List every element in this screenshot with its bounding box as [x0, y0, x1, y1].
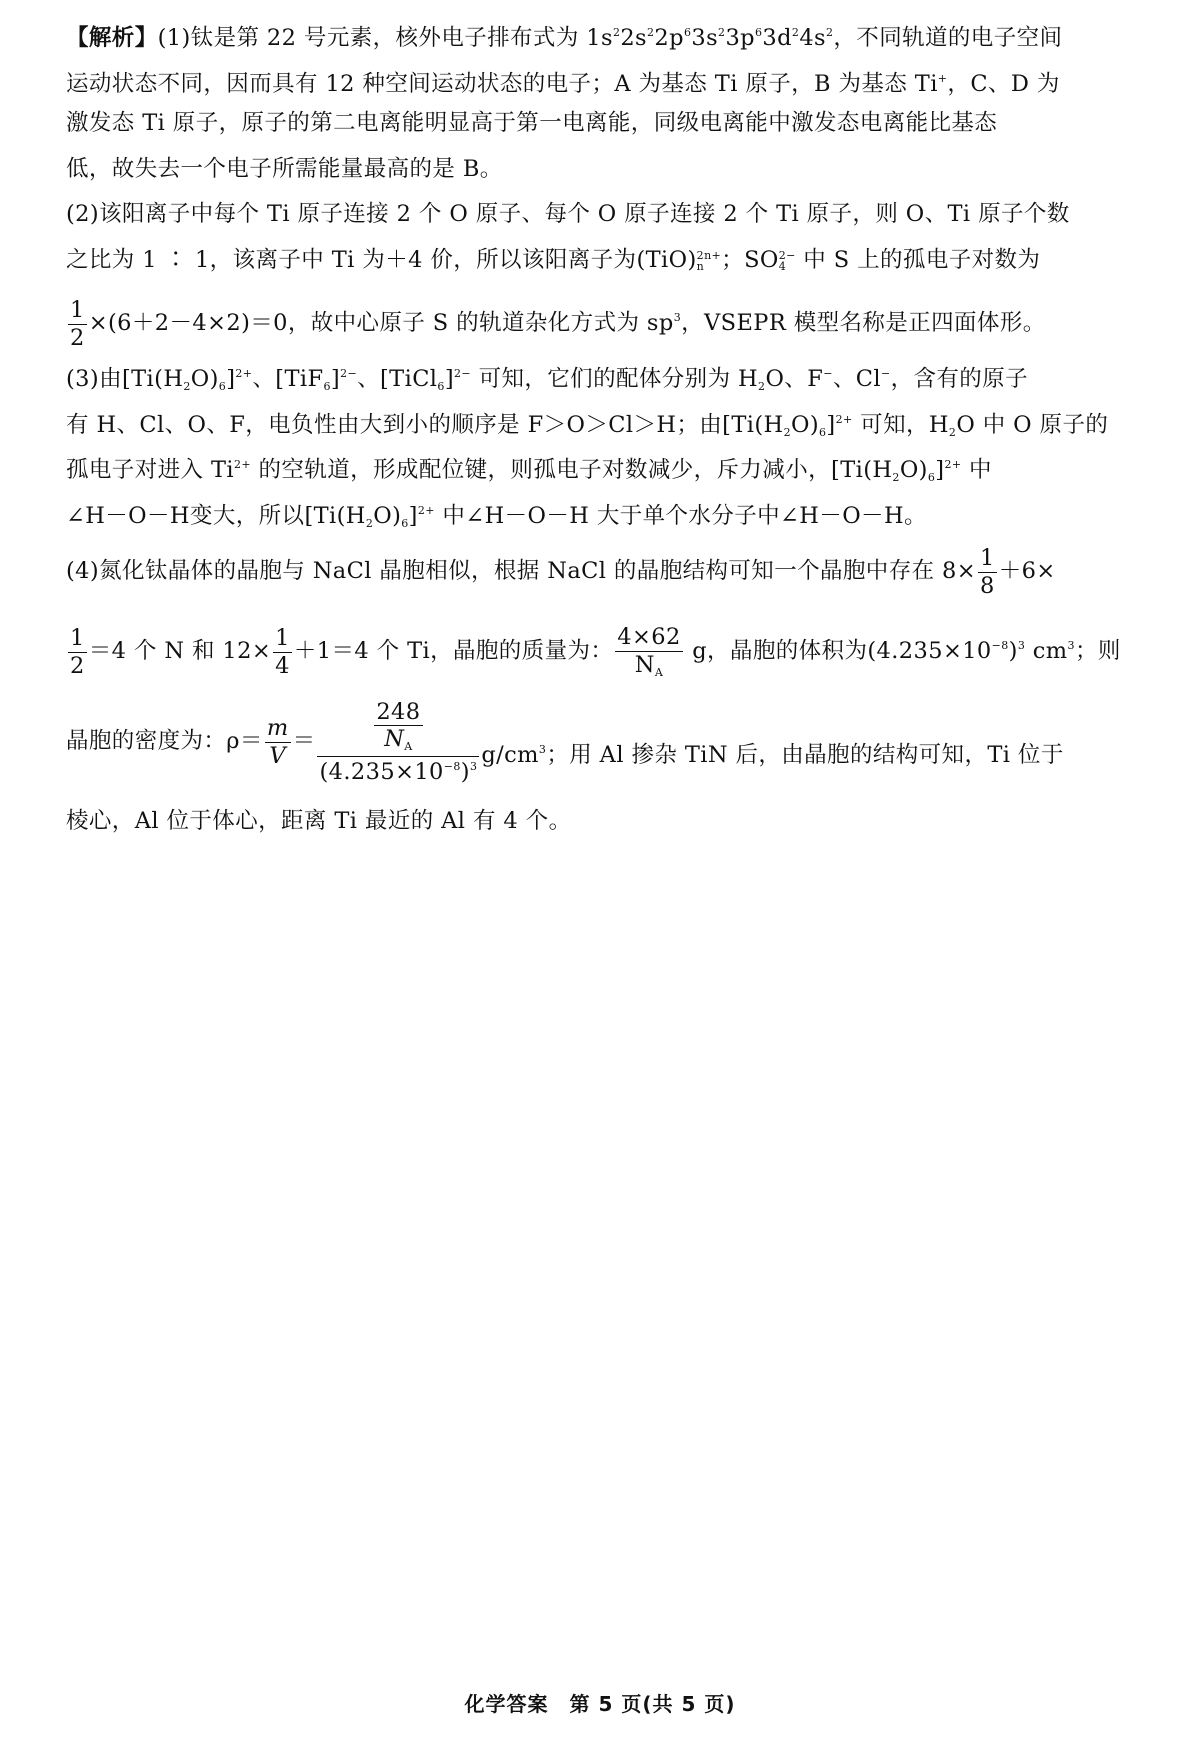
fraction-one-quarter: $\frac{1}{4}$ [275, 625, 290, 679]
fraction-248-over-na: $\frac{248}{N_A}$ [376, 698, 421, 753]
fraction-half: $\frac{1}{2}$ [70, 297, 85, 351]
p3-line-4: ∠H－O－H变大，所以$[Ti(H_2O)_6]^{2+}$ 中∠H－O－H 大于单个水分子中∠H－O－H。 [66, 502, 927, 530]
p4-line-1: (4)氮化钛晶体的晶胞与 NaCl 晶胞相似，根据 NaCl 的晶胞结构可知一个晶胞中存在 8× $\frac{1}{8}$ ＋6× [66, 545, 1056, 599]
p3-line-3: 孤电子对进入 $Ti^{2+}$ 的空轨道，形成配位键，则孤电子对数减少，斥力减小，$[Ti(H_2O)_6]^{2+}$ 中 [66, 457, 992, 484]
fraction-one-half: $\frac{1}{2}$ [70, 625, 85, 679]
analysis-tag: 【解析】 [66, 25, 158, 51]
p4-line-4: 棱心，Al 位于体心，距离 Ti 最近的 Al 有 4 个。 [66, 808, 572, 834]
p2-line-2: 之比为 1 ∶ 1，该离子中 Ti 为＋4 价，所以该阳离子为(TiO) 2n+ n ；SO 2− 4 中 S 上的孤电子对数为 [66, 246, 1041, 273]
answer-body [66, 10, 1172, 845]
p2-line-1: (2)该阳离子中每个 Ti 原子连接 2 个 O 原子、每个 O 原子连接 2 个 Ti 原子，则 O、Ti 原子个数 [66, 201, 1070, 227]
fraction-density: $\frac{\frac{248}{N_A}}{(4.235\times 10^{-8})^3}$ [319, 698, 478, 785]
page-footer: 化学答案 第 5 页(共 5 页) [464, 1692, 736, 1716]
p1-line-3: 激发态 Ti 原子，原子的第二电离能明显高于第一电离能，同级电离能中激发态电离能比基态 [66, 110, 998, 136]
fraction-m-over-v: $\frac{m}{V}$ [266, 715, 289, 769]
p3-line-2: 有 H、Cl、O、F，电负性由大到小的顺序是 F＞O＞Cl＞H；由$[Ti(H_2O)_6]^{2+}$ 可知，$H_2O$ 中 O 原子的 [66, 411, 1109, 439]
p4-line-3: 晶胞的密度为：ρ＝ $\frac{m}{V}$ ＝ $\frac{\frac{248}{N_A}}{(4.235\times 10^{-8})^3}$ $g/cm^3$；用 Al 掺杂 TiN 后，由晶胞的结构可知，Ti 位于 [66, 698, 1064, 785]
p1-line-4: 低，故失去一个电子所需能量最高的是 B。 [66, 155, 503, 182]
p2-line-3: $\frac{1}{2}$ ×(6＋2－4×2)＝0，故中心原子 S 的轨道杂化方式为 $sp^3$，VSEPR 模型名称是正四面体形。 [70, 297, 1046, 351]
fraction-one-eighth: $\frac{1}{8}$ [980, 545, 995, 599]
fraction-cell-mass: $\frac{4\times 62}{N_A}$ [617, 624, 681, 679]
p1-line-1: 【解析】(1)钛是第 22 号元素，核外电子排布式为 $1s^22s^22p^63s^23p^63d^24s^2$，不同轨道的电子空间 [66, 25, 1063, 51]
p1-line-2: 运动状态不同，因而具有 12 种空间运动状态的电子；A 为基态 Ti 原子，B 为基态 Ti+，C、D 为 [66, 70, 1060, 97]
p3-line-1: (3)由$[Ti(H_2O)_6]^{2+}$、$[TiF_6]^{2-}$、[TiCl$_6$]$^{2-}$ 可知，它们的配体分别为 $H_2O$、F−、Cl−，含有的原子 [66, 366, 1028, 393]
p4-line-2: $\frac{1}{2}$ ＝4 个 N 和 12× $\frac{1}{4}$ ＋1＝4 个 Ti，晶胞的质量为： $\frac{4\times 62}{N_A}$ g，晶胞的体积为$(4.235\times 10^{-8})^3$ $cm^3$；则 [70, 624, 1121, 679]
